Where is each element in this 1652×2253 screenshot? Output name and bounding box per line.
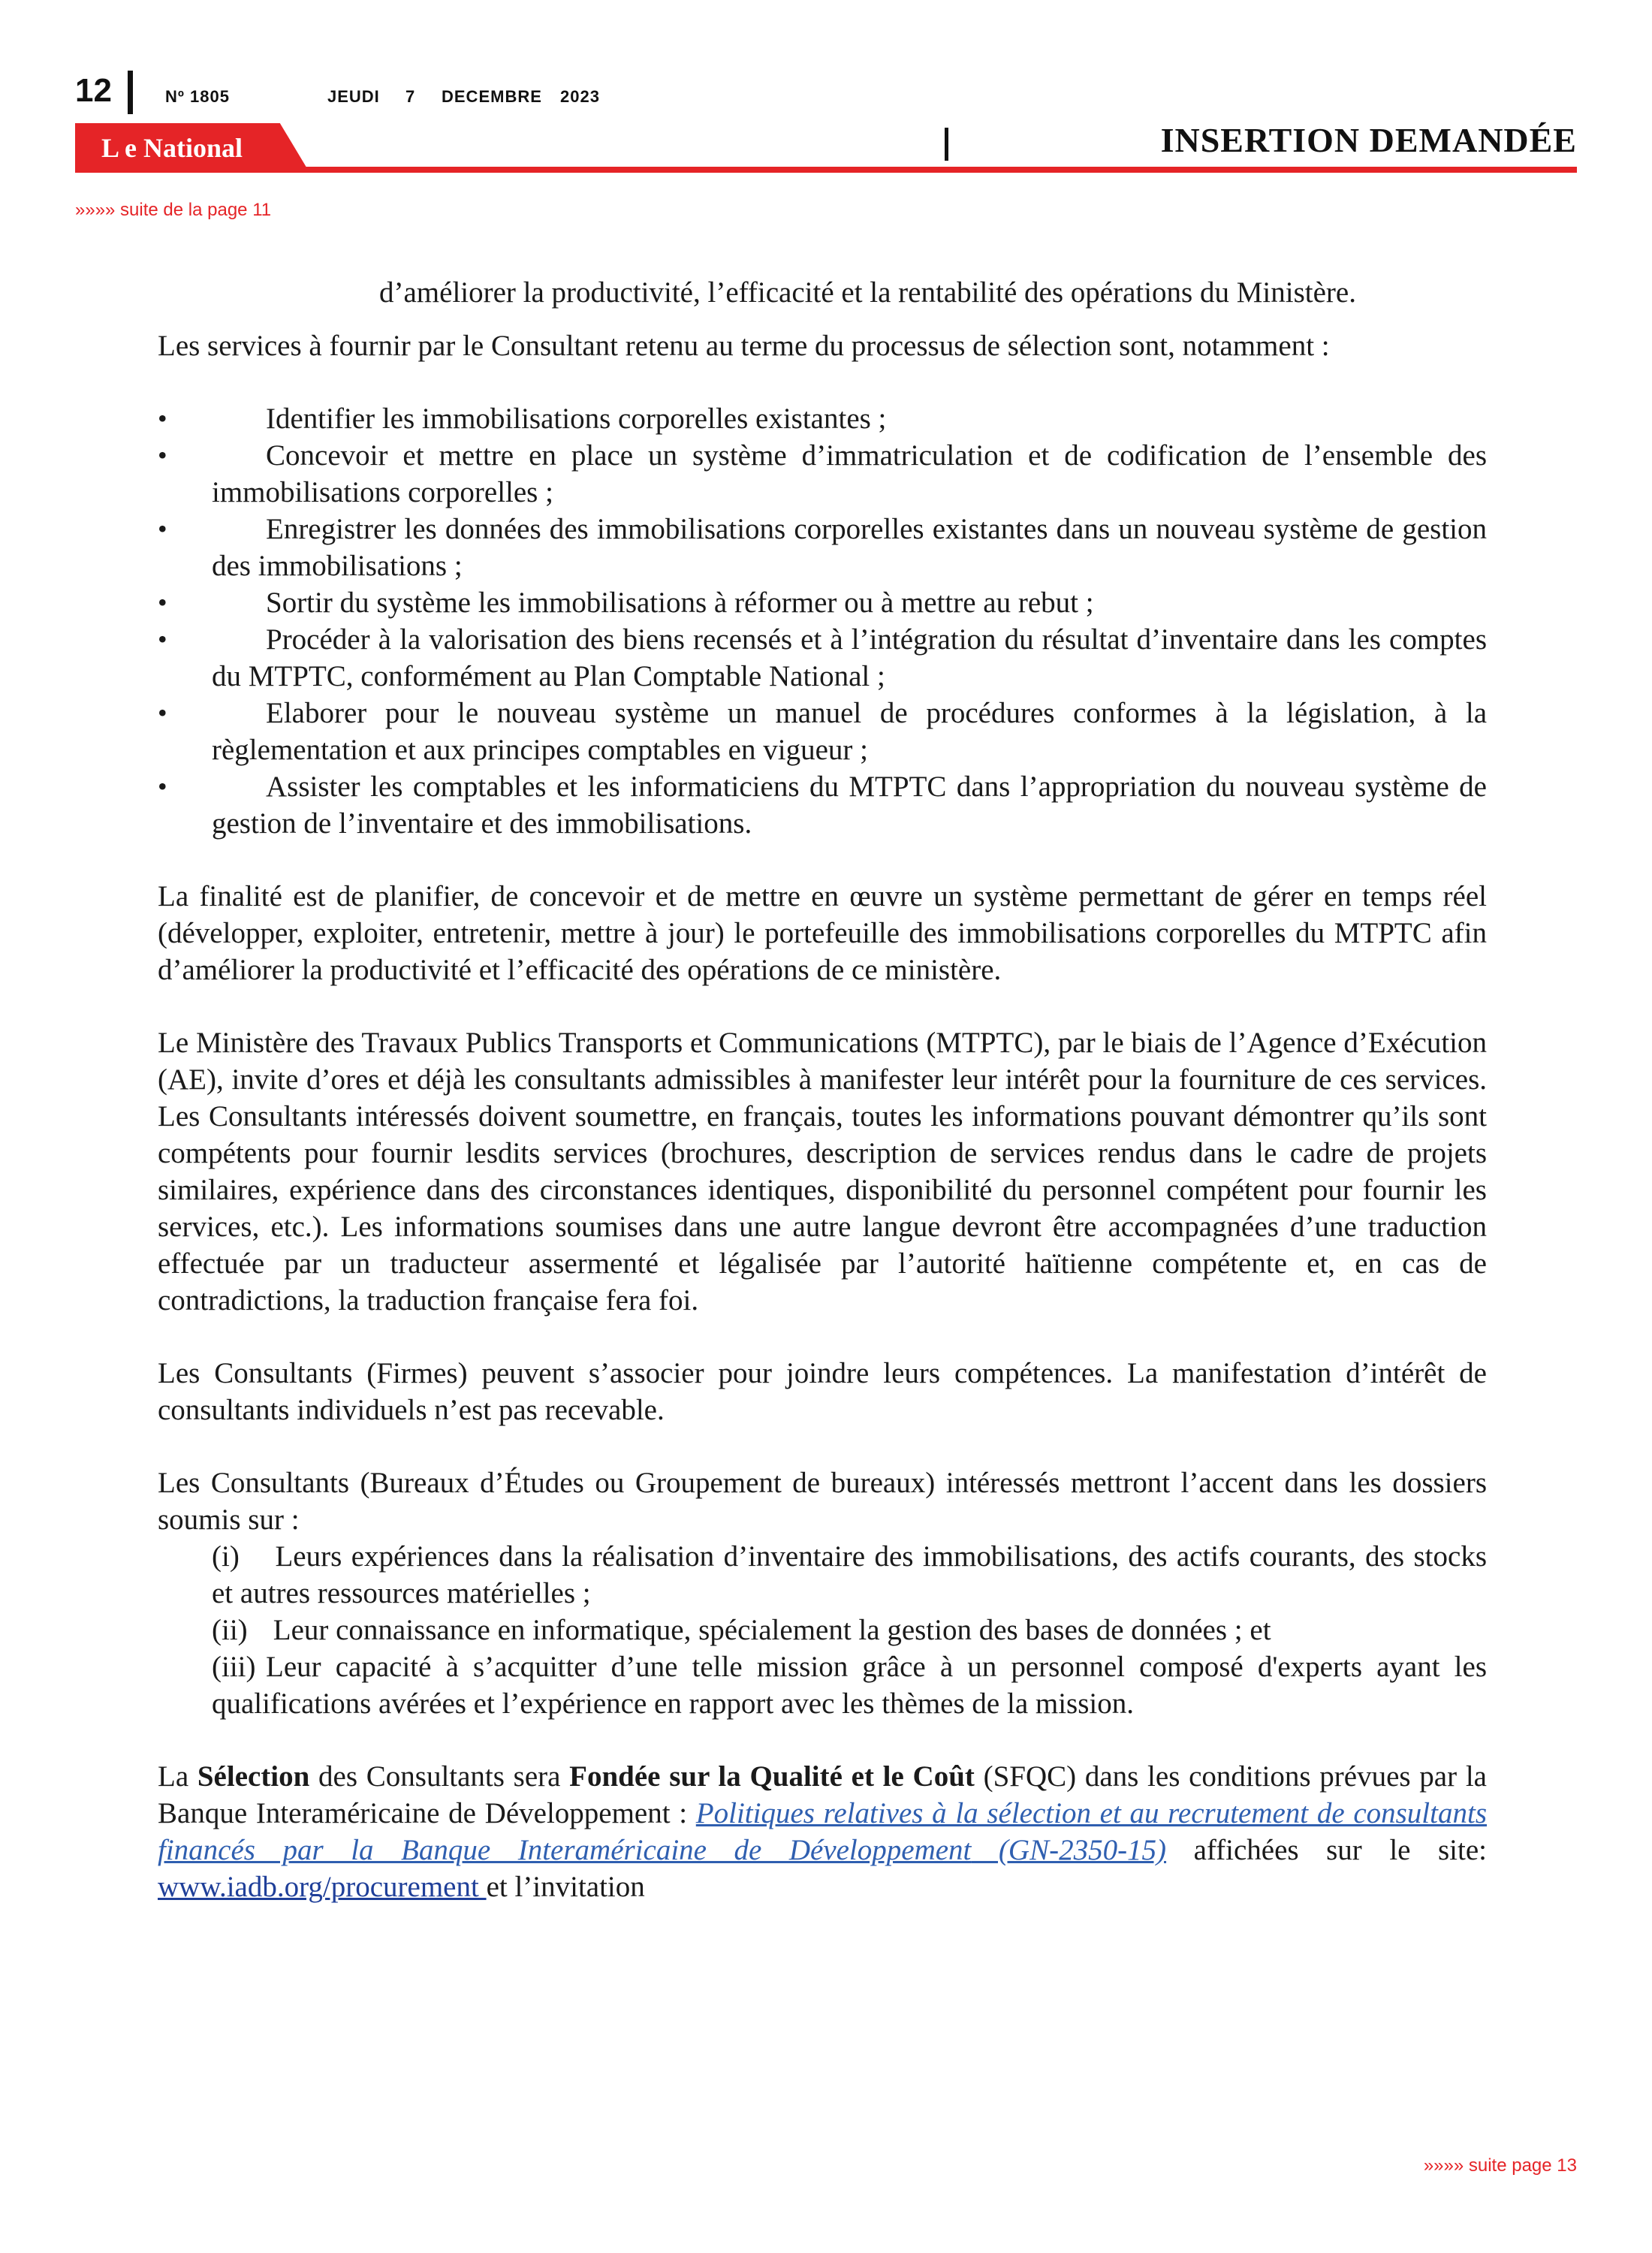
continued-from: »»»» suite de la page 11 [75,200,272,220]
bullet-icon: • [158,440,167,470]
list-item: (iii) Leur capacité à s’acquitter d’une telle mission grâce à un personnel composé d'experts ayant les qualifications avérées et l’expérience en rapport avec les thèmes de la mission. [212,1651,1487,1720]
bullet-icon: • [158,624,167,654]
list-item: • Enregistrer les données des immobilisations corporelles existantes dans un nouveau système de gestion des immobilisations ; [158,511,1487,584]
criteria-list [158,1538,1487,1722]
issue-month: DECEMBRE [442,87,542,106]
association-paragraph: Les Consultants (Firmes) peuvent s’associer pour joindre leurs compétences. La manifestation d’intérêt de consultants individuels n’est pas recevable. [158,1357,1487,1426]
bullet-icon: • [158,514,167,544]
list-item: • Procéder à la valorisation des biens recensés et à l’intégration du résultat d’inventaire dans les comptes du MTPTC, conformément au Plan Comptable National ; [158,621,1487,695]
bullet-icon: • [158,587,167,617]
accent-intro: Les Consultants (Bureaux d’Études ou Groupement de bureaux) intéressés mettront l’accent dans les dossiers soumis sur : [158,1467,1487,1536]
issue-year: 2023 [560,87,600,106]
finalite-paragraph: La finalité est de planifier, de concevoir et de mettre en œuvre un système permettant de gérer en temps réel (développer, exploiter, entretenir, mettre à jour) le portefeuille des immobilisations corporelles du MTPTC afin d’améliorer la productivité et l’efficacité des opérations de ce ministère. [158,880,1487,986]
continued-to: »»»» suite page 13 [1423,2155,1577,2176]
policy-link[interactable]: Politiques relatives à la sélection et au recrutement de consultants financés par la Banque Interaméricaine de Développement [158,1797,1487,1866]
invitation-paragraph: Le Ministère des Travaux Publics Transports et Communications (MTPTC), par le biais de l’Agence d’Exécution (AE), invite d’ores et déjà les consultants admissibles à manifester leur intérêt pour la fourniture de ces services. Les Consultants intéressés doivent soumettre, en français, toutes les informations pouvant démontrer qu’ils sont compétents pour fournir lesdits services (brochures, description de services rendus dans le cadre de projets similaires, expérience dans des circonstances identiques, disponibilité du personnel compétent pour fournir les services, etc.). Les informations soumises dans une autre langue devront être accompagnées d’une traduction effectuée par un traducteur assermenté et légalisée par l’autorité haïtienne compétente et, en cas de contradictions, la traduction française fera foi. [158,1027,1487,1317]
newspaper-logo: L e National [101,133,243,163]
list-item: • Assister les comptables et les informaticiens du MTPTC dans l’appropriation du nouveau système de gestion de l’inventaire et des immobilisations. [158,768,1487,842]
intro-tail: d’améliorer la productivité, l’efficacité et la rentabilité des opérations du Ministère. [379,276,1356,309]
header-divider [128,71,133,114]
section-title: INSERTION DEMANDÉE [1160,121,1577,159]
services-intro: Les services à fournir par le Consultant retenu au terme du processus de sélection sont, notamment : [158,330,1330,362]
header-tick [945,128,948,161]
article-body [158,274,1487,1905]
issue-weekday: JEUDI [327,87,380,106]
bullet-icon: • [158,403,167,433]
selection-paragraph: La Sélection des Consultants sera Fondée sur la Qualité et le Coût (SFQC) dans les conditions prévues par la Banque Interaméricaine de Développement : Politiques relatives à la sélection et au recrutement de consultants financés par la Banque Interaméricaine de Développement (GN-2350-15) affichées sur le site: www.iadb.org/procurement et l’invitation [158,1760,1487,1903]
services-list [158,400,1487,842]
list-item: (i) Leurs expériences dans la réalisation d’inventaire des immobilisations, des actifs courants, des stocks et autres ressources matérielles ; [212,1540,1488,1609]
list-item: • Sortir du système les immobilisations à réformer ou à mettre au rebut ; [158,584,1487,621]
list-item: • Elaborer pour le nouveau système un manuel de procédures conformes à la législation, à la règlementation et aux principes comptables en vigueur ; [158,695,1487,768]
header-rule [75,167,1577,173]
list-item: • Identifier les immobilisations corporelles existantes ; [158,400,1487,437]
policy-code: (GN-2350-15) [971,1834,1167,1866]
bullet-icon: • [158,771,167,801]
page-number: 12 [75,72,112,109]
list-item: • Concevoir et mettre en place un système d’immatriculation et de codification de l’ensemble des immobilisations corporelles ; [158,437,1487,511]
procurement-url-link[interactable]: www.iadb.org/procurement [158,1871,487,1903]
issue-number: Nº 1805 [165,87,230,106]
issue-day: 7 [405,87,416,106]
list-item: (ii) Leur connaissance en informatique, spécialement la gestion des bases de données ; et [212,1614,1271,1646]
bullet-icon: • [158,698,167,728]
